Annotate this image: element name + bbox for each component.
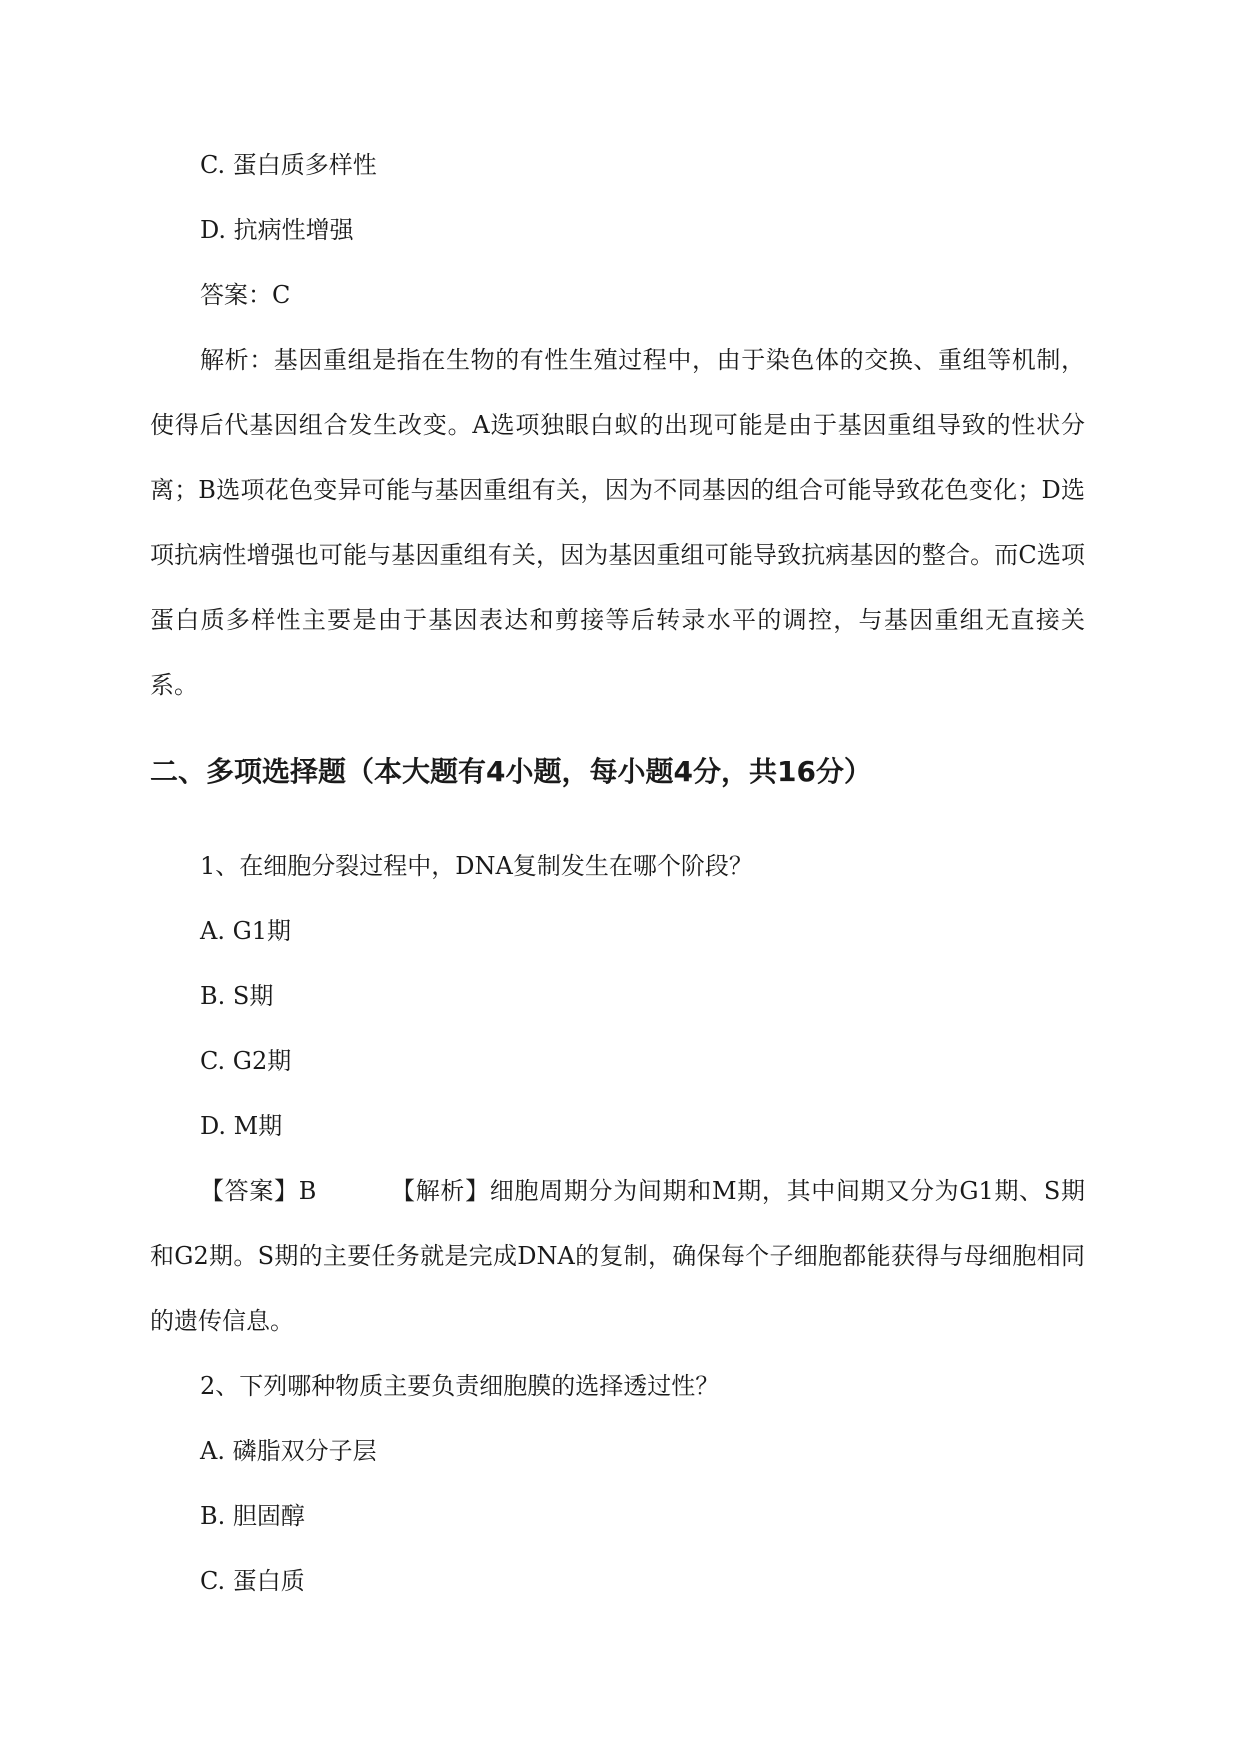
q2-option-b: B. 胆固醇 <box>200 1502 305 1530</box>
q1-analysis: 【解析】细胞周期分为间期和M期，其中间期又分为G1期、S期和G2期。S期的主要任务就是完成DNA的复制，确保每个子细胞都能获得与母细胞相同的遗传信息。 <box>150 1177 1085 1335</box>
prev-option-c: C. 蛋白质多样性 <box>200 151 377 179</box>
q1-option-d: D. M期 <box>200 1112 283 1140</box>
q1-option-c: C. G2期 <box>200 1047 292 1075</box>
q1-stem: 1、在细胞分裂过程中，DNA复制发生在哪个阶段？ <box>200 852 753 880</box>
prev-answer: 答案：C <box>200 281 291 309</box>
q1-answer-analysis <box>150 1159 1085 1354</box>
q2-stem: 2、下列哪种物质主要负责细胞膜的选择透过性？ <box>200 1372 720 1400</box>
q2-option-c: C. 蛋白质 <box>200 1567 305 1595</box>
prev-analysis: 解析：基因重组是指在生物的有性生殖过程中，由于染色体的交换、重组等机制，使得后代基因组合发生改变。A选项独眼白蚁的出现可能是由于基因重组导致的性状分离；B选项花色变异可能与基因重组有关，因为不同基因的组合可能导致花色变化；D选项抗病性增强也可能与基因重组有关，因为基因重组可能导致抗病基因的整合。而C选项蛋白质多样性主要是由于基因表达和剪接等后转录水平的调控，与基因重组无直接关系。 <box>150 346 1085 699</box>
q1-option-b: B. S期 <box>200 982 274 1010</box>
q1-answer: 【答案】B <box>200 1177 317 1205</box>
prev-option-d: D. 抗病性增强 <box>200 216 354 244</box>
section-heading: 二、多项选择题（本大题有4小题，每小题4分，共16分） <box>150 755 872 788</box>
q2-option-a: A. 磷脂双分子层 <box>200 1437 377 1465</box>
q1-option-a: A. G1期 <box>200 917 292 945</box>
